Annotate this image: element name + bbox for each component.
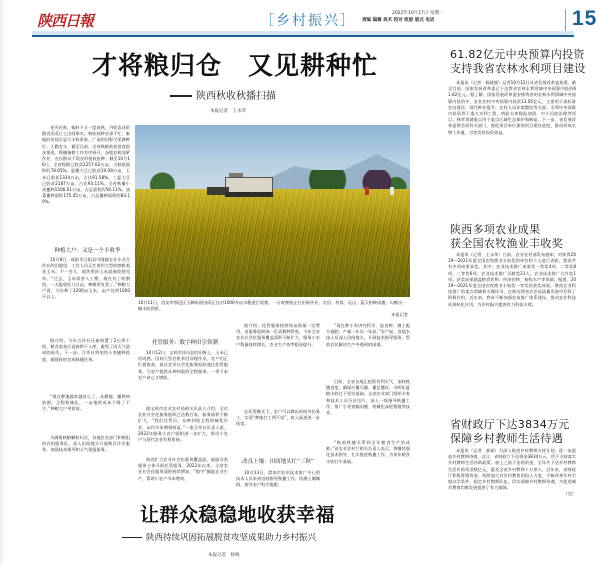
- photo-field-light: [135, 189, 410, 297]
- paragraph: 为确保秋粮颗粒归仓，各地农业部门积极组织农机服务队，深入田间地头开展跨区作业服务，加强技术指导和天气预报服务。: [42, 435, 130, 453]
- section-head-2: 托管服务：数字种田引领潮: [151, 340, 218, 346]
- farmer-figure: [390, 187, 394, 195]
- lead-column-2: [138, 350, 228, 405]
- paragraph: 陕西扩大农业社会化服务覆盖面，鼓励各类服务主体开展托管服务，2022年以来，全省农业社会化服务面积持续增加，“数字”赋能农业生产，帮助小农户节本增效。: [138, 457, 228, 481]
- paragraph: 本报讯（记者 杨媛媛）记者10月12日从省发展改革委获悉，截至目前，国家发展改革委已下达我省农林水利领域中央预算内投资61.82亿元。据了解，国家发展改革委安排我省的农林水利领域中央预算内投资中，农业农村中央预算内投资13.05亿元，主要用于高标准农田建设、现代种业提升、农村人居环境整治等方面；水利中央预算内投资用于重大水利工程、病险水库除险加固、中小河流治理等项目；林草领域重点用于重点区域生态保护和修复。下一步，省发展改革委将会同有关部门，督促项目单位加快项目建设进度，推动形成实物工作量，尽快发挥投资效益。: [448, 80, 576, 135]
- masthead-info: [362, 10, 512, 24]
- paragraph: 据介绍，今年合作社还新购置了2台烘干机，粮食收获后直接烘干入库，避免了因天气造成的损失。下一步，合作社将加快小麦播种进度，确保按时完成秋播任务。: [42, 338, 130, 362]
- dash-rule: [122, 537, 142, 539]
- farmer-figure: [365, 187, 369, 195]
- paragraph: 在托管模式下，农户可以腾出时间外出务工，实现“种地打工两不误”，收入渠道进一步拓宽。: [236, 409, 320, 427]
- story1-title-line1: 61.82亿元中央预算内投资: [450, 48, 585, 61]
- paragraph: 据介绍，托管服务按照每亩收取一定费用，由服务组织统一负责耕种管收。今年全省农业社会化服务覆盖面积不断扩大，服务小农户数量持续增长，农业生产效率稳步提升。: [236, 323, 320, 347]
- lead-subhead: [170, 87, 276, 102]
- story2-body: [448, 252, 576, 400]
- lead-column-3b: [236, 409, 320, 449]
- section-head-1: 种植大户：又是一个丰收季: [54, 248, 121, 254]
- story3-body: [448, 448, 576, 558]
- paragraph: “现在种地越来越省心了，从耕地、播种到收割，全程机械化，一亩地的成本下降了不少。”种粮大户笑着说。: [42, 394, 130, 412]
- harvester-track: [225, 192, 273, 197]
- paragraph: 据宝鸡市农业农村局相关负责人介绍，全市农业社会化服务组织已达数百家，服务面积不断扩大。“我们托管后，从种到收全程机械化作业，亩均节本增效明显。”一家合作社负责人说，2022年服务小农户面积进一步扩大，带动小农户与现代农业有机衔接。: [138, 406, 228, 443]
- story1-body: [448, 80, 576, 203]
- lead-byline: 本报记者 王永华: [210, 109, 246, 114]
- story1-title-line2: 支持我省农林水利项目建设: [450, 62, 586, 75]
- end-mark: （完）: [563, 491, 576, 497]
- paragraph: 10月13日，渭南市农业技术推广中心的技术人员来到田间指导秋播工作，检测土壤墒情，指导农户科学施肥。: [236, 470, 320, 488]
- lead-column-2c: [138, 457, 228, 491]
- bottom-subhead-text: 陕西持续巩固拓展脱贫攻坚成果助力乡村振兴: [146, 533, 317, 543]
- harvest-photo: [135, 125, 410, 297]
- photo-caption: [138, 300, 408, 318]
- paragraph: 本报讯（记者 郝斌）为深入推进乡村教师支持计划，进一步提高乡村教师待遇，近日，省财政厅下达资金3834万元，用于支持落实乡村教师生活补助政策。加上之前下达的资金，全年共下达乡村教师生活补助资金数亿元，惠及全省乡村教师十万余人。近年来，省财政厅积极筹措资金，持续加大对乡村教育的投入力度，不断改善乡村学校办学条件，稳定乡村教师队伍，切实保障乡村教师待遇，为促进城乡教育均衡发展提供了有力保障。: [448, 448, 576, 491]
- paragraph: “秋收秋播关系到全年粮食生产的成败。”省农业农村厅相关负责人表示，将继续强化技术指导，扎实推进秋播工作，为来年粮食丰收打牢基础。: [326, 440, 410, 464]
- paragraph: 金风送爽，秦岭下又一度成熟，丹收喜获的粮食蒸蒸日上田间果实，秋收秋种农事千忙，秦地的田间呈显大丰收景象。广袤的田野又见耕种忙。人勤农丰，截至目前，全省秋粮收获进度稳步推进，秋播备耕工作有序展开，各地农机加紧作业，农民群众不误农时抢收抢种。截至10月16日，全省秋粮已收获2257.62万亩，占秋收面积的78.65%。夏播大豆已收获19.08万亩，玉米已收获1334万亩，占比91.58%。三夏大豆已收获2187万亩，占比93.11%。全省秋播小麦播种1506.01万亩，占总面积的58.11%，油菜播种面积175.45万亩，占总播种面积的83.10%。: [42, 125, 130, 205]
- lead-column-3: [236, 323, 320, 408]
- bottom-headline: 让群众稳稳地收获幸福: [140, 504, 336, 526]
- dash-rule: [170, 95, 192, 97]
- caption-text: 10月11日，西安市鄂邑区玉蝉街道田间正在对1000多亩水稻进行收割。一台收割机正在田间作业，农田、村落、远山、蓝天相映成趣，勾勒出一幅丰收图景。: [138, 300, 407, 311]
- editor-credits: 责编 编辑 美术 校对 组版 版式 电话: [362, 18, 435, 23]
- bottom-subhead: [122, 531, 316, 543]
- issue-date: 2022年10月17日 星期一: [392, 11, 444, 16]
- lead-column-1: [42, 125, 130, 245]
- lead-column-1d: [42, 394, 130, 434]
- lead-column-1e: [42, 435, 130, 490]
- lead-column-2b: [138, 406, 228, 456]
- combine-harvester: [207, 175, 275, 197]
- story3-title-line2: 保障乡村教师生活待遇: [450, 432, 563, 445]
- paragraph: 本报讯（记者 王永华）日前，农业农村部发布通知，对获得2019—2021年度全国农牧渔业丰收奖的单位和个人进行表彰，我省共有多项成果获奖。其中，农业技术推广成果奖一等奖4项、二等奖8项、三等奖6项，农业技术推广贡献奖21人，农业技术推广合作奖1项。获奖成果涵盖粮食作物、经济作物、畜牧水产等领域。据悉，2019—2021年度全国农牧渔业丰收奖一等奖的获奖成果，聚焦农业科技推广的重点领域和关键环节，在推动我省农业高质量发展中发挥了积极作用。近年来，我省不断加强农技推广体系建设，推动农业科技成果转化应用，为乡村振兴提供有力科技支撑。: [448, 252, 576, 307]
- lead-column-4b: [326, 379, 410, 439]
- bottom-byline: 本报记者 杨梅: [208, 553, 240, 558]
- header-rule-dark: [32, 35, 574, 37]
- story1-title: [450, 48, 586, 76]
- paragraph: 10月12日，宝鸡市扶风县的田野上，玉米已经成熟。田间大型农机来回穿梭作业，农户们正忙着收获。眉县农业社会化服务组织通过托管服务，为农户提供从种到收的全程服务，一季下来农户省心又增收。: [138, 350, 228, 380]
- section-tag: ［乡村振兴］: [260, 13, 356, 29]
- story2-title: [450, 223, 563, 251]
- paragraph: “现在种小麦讲究科学，选良种、测土配方施肥，产量一年比一年高。”农户说。各地农技人员深入田间地头，开展技术指导服务，帮助农民解决生产中遇到的困难。: [326, 323, 410, 347]
- story2-title-line1: 陕西多项农业成果: [450, 223, 541, 236]
- page-edge: [0, 0, 3, 564]
- lead-headline: 才将粮归仓 又见耕种忙: [92, 51, 379, 80]
- section-head-3: 改良土壤：田间地头忙“三秋”: [242, 459, 314, 465]
- story3-title: [450, 418, 570, 446]
- newspaper-logo: 陕西日報: [37, 12, 94, 30]
- lead-column-3c: [236, 470, 320, 490]
- page-number: 15: [572, 7, 598, 30]
- lead-column-4: [326, 323, 410, 378]
- story3-title-line1: 省财政厅下达3834万元: [450, 418, 570, 431]
- lead-column-4c: [326, 440, 410, 490]
- photo-credit: 本报记者: [391, 312, 408, 317]
- lead-subhead-text: 陕西秋收秋播扫描: [196, 91, 276, 102]
- lead-column-1b: [42, 257, 130, 337]
- paragraph: 目前，全省各地正抢抓有利天气，加快秋播进度，确保应播尽播、播足播好，为明年夏粮丰收打下坚实基础。全省农业部门组织专家和技术人员分区包片，深入一线指导秋播工作，推广小麦宽幅沟播、机械化深松整地等技术。: [326, 379, 410, 416]
- story2-title-line2: 获全国农牧渔业丰收奖: [450, 237, 563, 250]
- harvester-body: [225, 177, 273, 193]
- paragraph: 10月8日，咸阳市泾阳县兴隆镇农业专业合作社的田地里，工作人员正忙着用大型收割机收获玉米。不一会儿，地块里的玉米就被收割完毕。“过去，玉米需要人工掰，现在有了收割机，一天能收好几百亩，种粮更有劲了。”种粮大户说，今年种了1200亩玉米，亩产达到1000斤以上。: [42, 257, 130, 300]
- lead-column-1c: [42, 338, 130, 393]
